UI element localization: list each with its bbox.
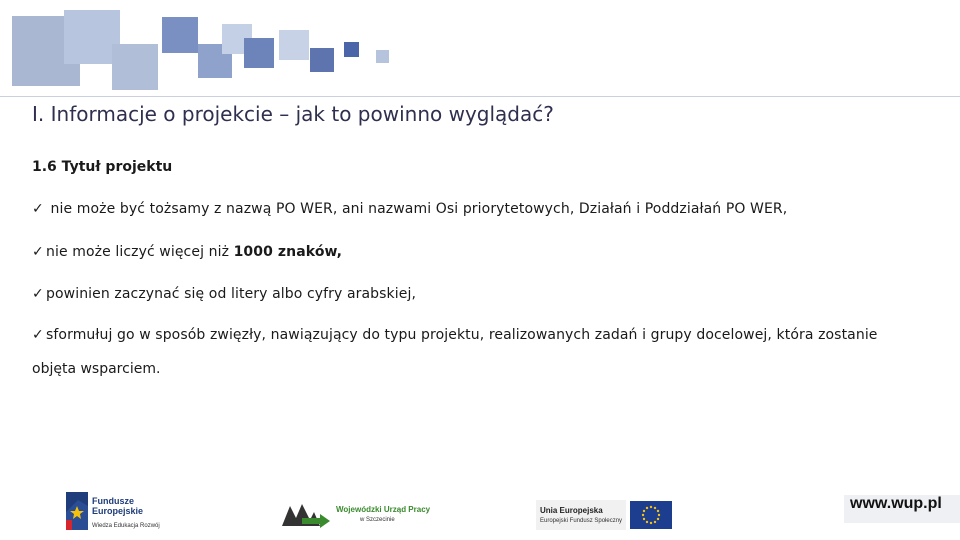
eu-flag-icon: [630, 501, 672, 529]
wup-logo-city: w Szczecinie: [360, 517, 395, 523]
checkmark-icon: ✓: [32, 286, 44, 302]
fe-logo-subtitle: Wiedza Edukacja Rozwój: [92, 523, 160, 529]
header-divider: [0, 96, 960, 97]
bullet-text: nie może liczyć więcej niż: [46, 244, 234, 260]
ue-text-box: [536, 500, 626, 530]
website-url-box: [844, 495, 960, 523]
bullet-item: [32, 244, 342, 260]
ue-efs-logo: [536, 490, 676, 534]
wup-logo-name: Wojewódzki Urząd Pracy: [336, 505, 431, 514]
slide-title: I. Informacje o projekcie – jak to powinno wyglądać?: [32, 102, 554, 126]
fe-star-icon: [66, 492, 88, 530]
fe-logo-text: [92, 496, 143, 516]
wup-logo: [280, 490, 440, 534]
fe-logo-line2: Europejskie: [92, 506, 144, 516]
bullet-text: sformułuj go w sposób zwięzły, nawiązujący do typu projektu, realizowanych zadań i grupy docelowej, która zostanie: [46, 327, 878, 343]
bullet-item: [32, 201, 787, 217]
bullet-continuation: objęta wsparciem.: [32, 361, 161, 377]
footer: [0, 490, 960, 540]
checkmark-icon: ✓: [32, 327, 44, 343]
website-url[interactable]: www.wup.pl: [850, 495, 942, 512]
ue-logo-name: Unia Europejska: [540, 506, 603, 515]
ue-logo-fund: Europejski Fundusz Społeczny: [540, 518, 623, 524]
fundusze-europejskie-logo: [66, 490, 186, 534]
bullet-item: [32, 327, 878, 343]
bullet-item: [32, 286, 416, 302]
wup-arrow-icon: [280, 500, 330, 528]
bullet-text: nie może być tożsamy z nazwą PO WER, ani nazwami Osi priorytetowych, Działań i Poddziałań PO WER,: [46, 201, 788, 217]
section-heading: 1.6 Tytuł projektu: [32, 159, 173, 175]
fe-logo-line1: Fundusze: [92, 496, 134, 506]
checkmark-icon: ✓: [32, 244, 44, 260]
bullet-text-bold: 1000 znaków,: [233, 244, 343, 260]
checkmark-icon: ✓: [32, 201, 44, 217]
bullet-text: powinien zaczynać się od litery albo cyfry arabskiej,: [46, 286, 416, 302]
decorative-squares: [0, 0, 400, 100]
